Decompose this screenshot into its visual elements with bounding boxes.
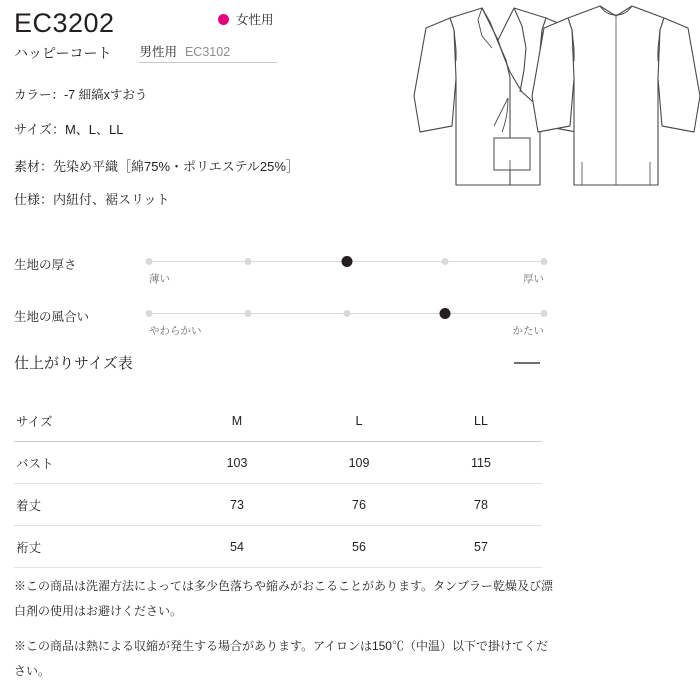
row-label-length: 着丈	[14, 484, 176, 526]
slider-dot-4[interactable]	[442, 258, 449, 265]
care-note-2: ※この商品は熱による収縮が発生する場合があります。アイロンは150℃（中温）以下で掛けてください。	[14, 639, 548, 678]
product-title-row	[14, 42, 394, 63]
size-table	[14, 400, 542, 568]
row-length-m: 73	[176, 484, 298, 526]
row-length-l: 76	[298, 484, 420, 526]
spec-value-material: 先染め平織［綿75%・ポリエステル25%］	[53, 159, 299, 174]
size-table-title: 仕上がりサイズ表	[14, 355, 133, 372]
size-table-header[interactable]	[14, 352, 544, 373]
slider-dot-2[interactable]	[244, 258, 251, 265]
table-row	[14, 442, 542, 484]
counterpart-label: 男性用	[139, 45, 177, 59]
back-view-icon	[532, 6, 700, 185]
spec-value-size: M、L、LL	[64, 122, 124, 137]
counterpart-code: EC3102	[184, 45, 231, 59]
slider-dot-3[interactable]	[343, 310, 350, 317]
product-illustrations	[390, 0, 700, 240]
slider-fabric-texture	[14, 297, 544, 349]
slider-min-label-thickness: 薄い	[149, 273, 170, 285]
size-table-col-ll: LL	[420, 400, 542, 442]
gender-dot-icon	[218, 14, 229, 25]
slider-fabric-thickness	[14, 245, 544, 297]
spec-label-feature: 仕様：	[14, 192, 54, 207]
size-table-col-size: サイズ	[14, 400, 176, 442]
slider-track-thickness[interactable]	[149, 261, 544, 262]
table-row	[14, 526, 542, 568]
spec-row-color	[14, 80, 414, 110]
table-row	[14, 484, 542, 526]
row-length-ll: 78	[420, 484, 542, 526]
slider-max-label-thickness: 厚い	[523, 273, 544, 285]
row-label-bust: バスト	[14, 442, 176, 484]
size-table-col-m: M	[176, 400, 298, 442]
spec-row-size	[14, 110, 414, 150]
product-name: ハッピーコート	[14, 45, 112, 61]
spec-label-material: 素材：	[14, 159, 54, 174]
slider-dot-1[interactable]	[146, 310, 153, 317]
slider-label-texture: 生地の風合い	[14, 310, 90, 324]
row-sleeve-l: 56	[298, 526, 420, 568]
row-label-sleeve: 裄丈	[14, 526, 176, 568]
minus-icon[interactable]	[514, 362, 540, 364]
row-bust-l: 109	[298, 442, 420, 484]
row-sleeve-m: 54	[176, 526, 298, 568]
slider-label-thickness: 生地の厚さ	[14, 258, 77, 272]
slider-min-label-texture: やわらかい	[149, 325, 202, 337]
row-bust-m: 103	[176, 442, 298, 484]
fabric-attribute-sliders	[14, 245, 544, 349]
happi-coat-illustration	[390, 0, 700, 240]
counterpart-link[interactable]	[139, 42, 277, 63]
spec-row-material	[14, 150, 414, 184]
spec-value-color: -7 細縞xすおう	[64, 88, 148, 102]
size-table-col-l: L	[298, 400, 420, 442]
slider-dot-4-active[interactable]	[440, 308, 451, 319]
slider-track-texture[interactable]	[149, 313, 544, 314]
care-notes	[14, 574, 554, 694]
spec-label-size: サイズ：	[14, 122, 65, 137]
care-note-1: ※この商品は洗濯方法によっては多少色落ちや縮みがおこることがあります。タンブラー乾燥及び漂白剤の使用はお避けください。	[14, 579, 554, 618]
slider-dot-1[interactable]	[146, 258, 153, 265]
slider-max-label-texture: かたい	[512, 325, 544, 337]
product-header	[14, 6, 394, 63]
spec-value-feature: 内紐付、裾スリット	[53, 192, 170, 207]
slider-dot-5[interactable]	[541, 310, 548, 317]
product-code: EC3202	[14, 8, 115, 38]
spec-row-feature	[14, 184, 414, 216]
slider-dot-3-active[interactable]	[341, 256, 352, 267]
gender-badge	[218, 10, 274, 28]
size-table-header-row	[14, 400, 542, 442]
spec-list	[14, 80, 414, 216]
spec-label-color: カラー：	[14, 88, 65, 102]
slider-dot-5[interactable]	[541, 258, 548, 265]
gender-label: 女性用	[236, 13, 274, 27]
row-bust-ll: 115	[420, 442, 542, 484]
slider-dot-2[interactable]	[244, 310, 251, 317]
row-sleeve-ll: 57	[420, 526, 542, 568]
